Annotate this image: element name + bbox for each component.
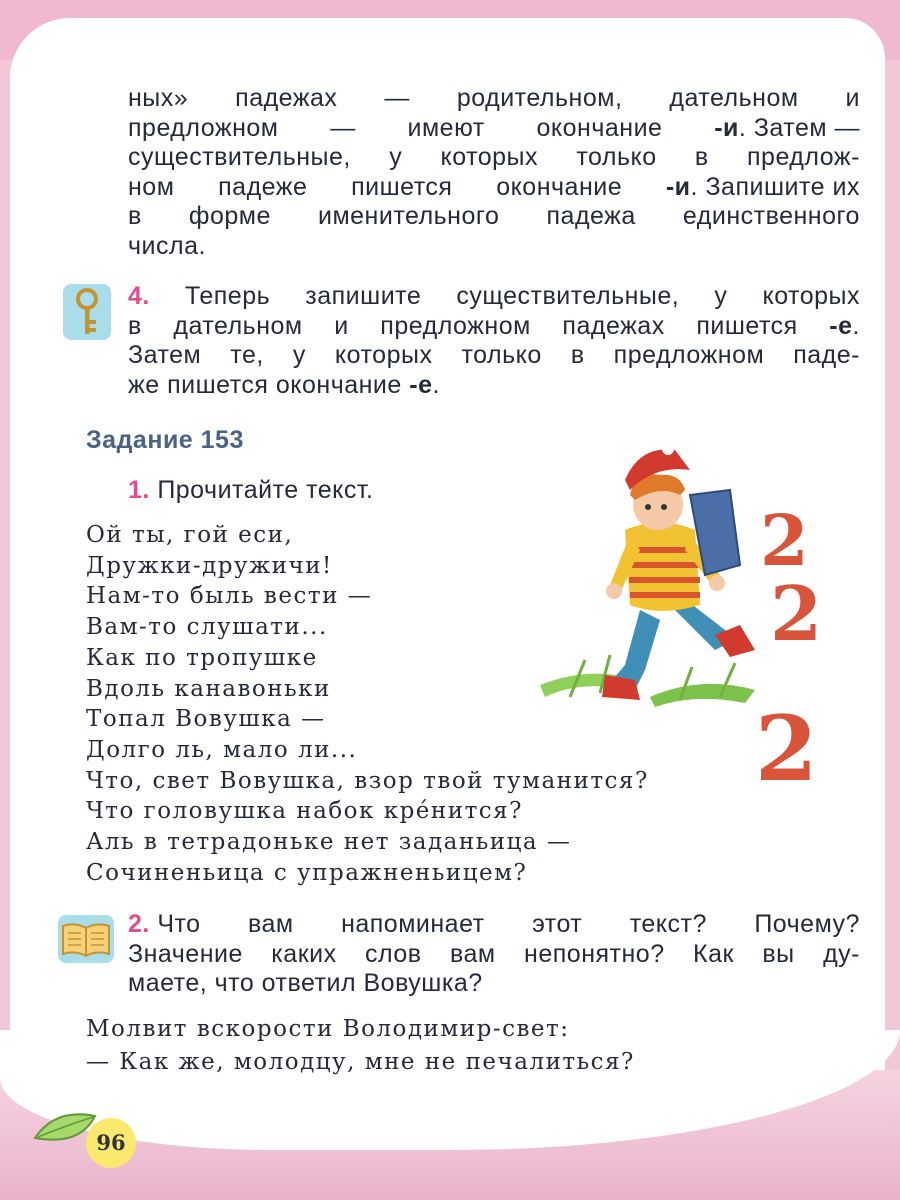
ending-i: -и — [714, 113, 739, 142]
item2-line-1: 2. Что вам напоминает этот текст? Почему? — [128, 910, 860, 938]
poem-line: Нам-то быль вести — — [86, 583, 373, 610]
paragraph-4 — [128, 282, 860, 400]
p3-line-3: существительные, у которых только в предлож- — [128, 143, 860, 171]
closing-quote — [86, 1013, 635, 1079]
ending-e: -е — [409, 370, 433, 399]
poem-line: Ой ты, гой еси, — [86, 522, 294, 548]
item-number-1: 1. — [128, 476, 150, 504]
poem-line: Сочиненьица с упражненьицем? — [86, 859, 528, 886]
poem-line: Аль в тетрадоньке нет заданьица — — [86, 829, 572, 856]
page-number: 96 — [86, 1118, 136, 1168]
book-icon — [57, 914, 115, 969]
item2-line-3: маете, что ответил Вовушка? — [128, 969, 483, 997]
boy-illustration — [530, 435, 840, 810]
ending-i: -и — [665, 172, 691, 201]
quote-line: — Как же, молодцу, мне не печалиться? — [86, 1049, 635, 1075]
task-title: Задание 153 — [86, 426, 244, 454]
p3-line-4: ном падеже пишется окончание -и. Запишите их — [128, 172, 860, 201]
p4-line-2: в дательном и предложном падежах пишется -е. — [128, 311, 860, 340]
paragraph-3 — [128, 84, 860, 261]
task-item-2 — [128, 910, 860, 999]
p4-line-4: же пишется окончание -е. — [128, 370, 440, 399]
item2-line-2: Значение каких слов вам непонятно? Как вы ду- — [128, 939, 860, 968]
svg-text:2: 2 — [770, 570, 823, 658]
poem-line: Что, свет Вовушка, взор твой туманится? — [86, 767, 649, 794]
quote-line: Молвит вскорости Володимир-свет: — [86, 1016, 570, 1042]
task-item-1: 1. Прочитайте текст. — [128, 476, 374, 504]
p4-line-3: Затем те, у которых только в предложном паде- — [128, 341, 860, 369]
p3-line-5: в форме именительного падежа единственного — [128, 202, 860, 230]
poem-line: Как по тропушке — [86, 644, 318, 671]
poem-line: Вам-то слушати... — [86, 614, 328, 641]
poem-line: Дружки-дружичи! — [86, 552, 333, 579]
key-icon — [62, 283, 112, 346]
poem-line: Долго ль, мало ли... — [86, 736, 358, 763]
svg-text:2: 2 — [755, 696, 818, 802]
p3-line-2: предложном — имеют окончание -и. Затем — — [128, 113, 860, 142]
item-number-4: 4. — [128, 282, 150, 310]
poem-line: Вдоль канавоньки — [86, 675, 331, 702]
ending-e: -е — [829, 311, 853, 340]
p4-line-1: 4. Теперь запишите существительные, у которых — [128, 282, 860, 310]
poem-line: Что головушка набок кре́нится? — [86, 798, 524, 825]
item-number-2: 2. — [128, 910, 150, 938]
poem-line: Топал Вовушка — — [86, 706, 326, 733]
svg-text:2: 2 — [760, 499, 809, 582]
p3-line-1: ных» падежах — родительном, дательном и — [128, 84, 860, 112]
p3-line-6: числа. — [128, 231, 206, 260]
